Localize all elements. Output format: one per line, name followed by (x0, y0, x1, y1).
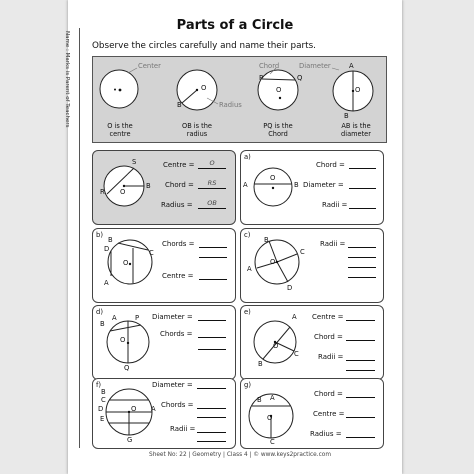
question-f-a: A (151, 405, 156, 413)
sample-chord-label: Chord = (165, 181, 194, 189)
question-g-a: A (270, 394, 275, 402)
question-e-tag: e) (244, 308, 251, 316)
example-chord-o: O (276, 86, 282, 94)
page-footer: Sheet No: 22 | Geometry | Class 4 | © www.keys2practice.com (149, 452, 331, 458)
question-c-line1-label: Radii = (320, 240, 346, 248)
question-f-line2a-answer[interactable] (197, 408, 226, 409)
example-center-tag: Center (138, 62, 161, 70)
example-2-caption: OB is the radius (182, 122, 212, 138)
question-g-line2-answer[interactable] (346, 417, 375, 418)
question-d-q: Q (124, 364, 130, 372)
question-f-line3a-answer[interactable] (197, 432, 226, 433)
question-b-o: O (123, 259, 129, 267)
question-c-line1a-answer[interactable] (348, 247, 376, 248)
question-d-line2a-answer[interactable] (198, 337, 226, 338)
question-e-line3b-answer[interactable] (346, 370, 375, 371)
question-g-line1-label: Chord = (314, 390, 343, 398)
question-a-b: B (294, 181, 299, 189)
example-diameter-a: A (349, 62, 354, 70)
question-c-line1d-answer[interactable] (348, 277, 376, 278)
question-g-line3-answer[interactable] (346, 437, 375, 438)
question-e-a: A (292, 313, 297, 321)
question-f-line2b-answer[interactable] (197, 417, 226, 418)
question-a-line1-label: Chord = (316, 161, 345, 169)
question-c-a: A (247, 265, 252, 273)
question-e-o: O (273, 342, 279, 350)
question-e-c: C (294, 350, 299, 358)
question-d-b: B (100, 320, 105, 328)
sample-centre-line (198, 168, 226, 169)
example-diameter-tag: Diameter (299, 62, 331, 70)
question-a-line3-answer[interactable] (349, 208, 376, 209)
question-c-c: C (300, 248, 305, 256)
page-title: Parts of a Circle (176, 18, 294, 33)
question-f-g: G (127, 436, 133, 444)
page-subtitle: Observe the circles carefully and name their parts. (92, 41, 316, 51)
question-f-line1-label: Diameter = (152, 381, 193, 389)
question-f-c: C (101, 396, 106, 404)
sample-centre-answer: O (209, 159, 215, 167)
example-radius-o: O (201, 84, 207, 92)
question-e-line3-label: Radii = (318, 353, 344, 361)
question-b-b: B (108, 236, 113, 244)
question-a-tag: a) (244, 153, 251, 161)
example-diameter-o: O (355, 86, 361, 94)
example-4-caption: AB is the diameter (341, 122, 371, 138)
question-c-circle (240, 228, 382, 301)
question-f-e: E (100, 415, 105, 423)
question-g-b: B (257, 396, 262, 404)
example-3-caption: PQ is the Chord (263, 122, 293, 138)
question-f-line2-label: Chords = (161, 401, 194, 409)
question-b-a: A (104, 279, 109, 287)
question-a-line1-answer[interactable] (349, 168, 376, 169)
question-f-b: B (101, 388, 106, 396)
question-g-line3-label: Radius = (310, 430, 342, 438)
question-a-line3-label: Radii = (322, 201, 348, 209)
question-g-line1-answer[interactable] (346, 397, 375, 398)
question-b-line1a-answer[interactable] (199, 247, 227, 248)
question-b-line2-answer[interactable] (199, 279, 227, 280)
question-c-d: D (287, 284, 293, 292)
question-e-line3a-answer[interactable] (346, 360, 375, 361)
question-b-tag: b) (96, 231, 103, 239)
sample-s: S (132, 158, 137, 166)
question-d-line2-label: Chords = (160, 330, 193, 338)
question-d-p: P (135, 314, 140, 322)
question-e-line1-label: Centre = (312, 313, 344, 321)
question-f-o: O (131, 405, 137, 413)
question-d-line1-answer[interactable] (198, 320, 226, 321)
question-c-tag: c) (244, 231, 251, 239)
example-1-caption: O is the centre (107, 122, 133, 138)
question-e-b: B (258, 360, 263, 368)
question-e-line2-label: Chord = (314, 333, 343, 341)
question-a-line2-label: Diameter = (303, 181, 344, 189)
sample-o: O (120, 188, 126, 196)
sample-radius-line (198, 208, 226, 209)
sample-centre-label: Centre = (163, 161, 195, 169)
question-b-line1-label: Chords = (162, 240, 195, 248)
question-f-tag: f) (96, 381, 102, 389)
question-b-c: C (149, 249, 154, 257)
sample-radius-label: Radius = (161, 201, 193, 209)
question-a-a: A (243, 181, 248, 189)
question-f-line3-label: Radii = (170, 425, 196, 433)
example-chord-p: P (259, 74, 264, 82)
question-d-tag: d) (96, 308, 103, 316)
question-b-line2-label: Centre = (162, 272, 194, 280)
example-diameter-b: B (344, 112, 349, 120)
question-b-circle (92, 228, 234, 301)
question-d-line2b-answer[interactable] (198, 349, 226, 350)
sample-radius-answer: OB (207, 199, 217, 207)
question-f-d: D (98, 405, 104, 413)
side-text: Name : Marks is Parent of Teachers (64, 31, 70, 128)
question-d-o: O (120, 336, 126, 344)
question-c-o: O (270, 258, 276, 266)
question-a-line2-answer[interactable] (349, 188, 376, 189)
question-g-line2-label: Centre = (313, 410, 345, 418)
side-margin (64, 28, 80, 448)
question-a-o: O (270, 174, 276, 182)
question-b-line1b-answer[interactable] (199, 257, 227, 258)
example-center-point: • (113, 86, 118, 94)
question-f-line1-answer[interactable] (197, 388, 226, 389)
question-f-line3b-answer[interactable] (197, 441, 226, 442)
sample-chord-line (198, 188, 226, 189)
sample-chord-answer: RS (207, 179, 217, 187)
example-chord-q: Q (297, 74, 303, 82)
question-g-c: C (270, 438, 275, 446)
question-b-d: D (104, 245, 110, 253)
sample-b: B (146, 182, 151, 190)
question-e-line2-answer[interactable] (346, 340, 375, 341)
sample-r: R (100, 188, 105, 196)
question-c-line1b-answer[interactable] (348, 257, 376, 258)
example-radius-tag: Radius (219, 101, 242, 109)
question-e-line1-answer[interactable] (346, 320, 375, 321)
example-chord-tag: Chord (259, 62, 280, 70)
question-d-line1-label: Diameter = (152, 313, 193, 321)
question-g-o: O (267, 414, 273, 422)
question-d-a: A (112, 314, 117, 322)
question-c-b: B (264, 236, 269, 244)
question-c-line1c-answer[interactable] (348, 267, 376, 268)
example-radius-b: B (177, 101, 182, 109)
question-g-tag: g) (244, 381, 251, 389)
